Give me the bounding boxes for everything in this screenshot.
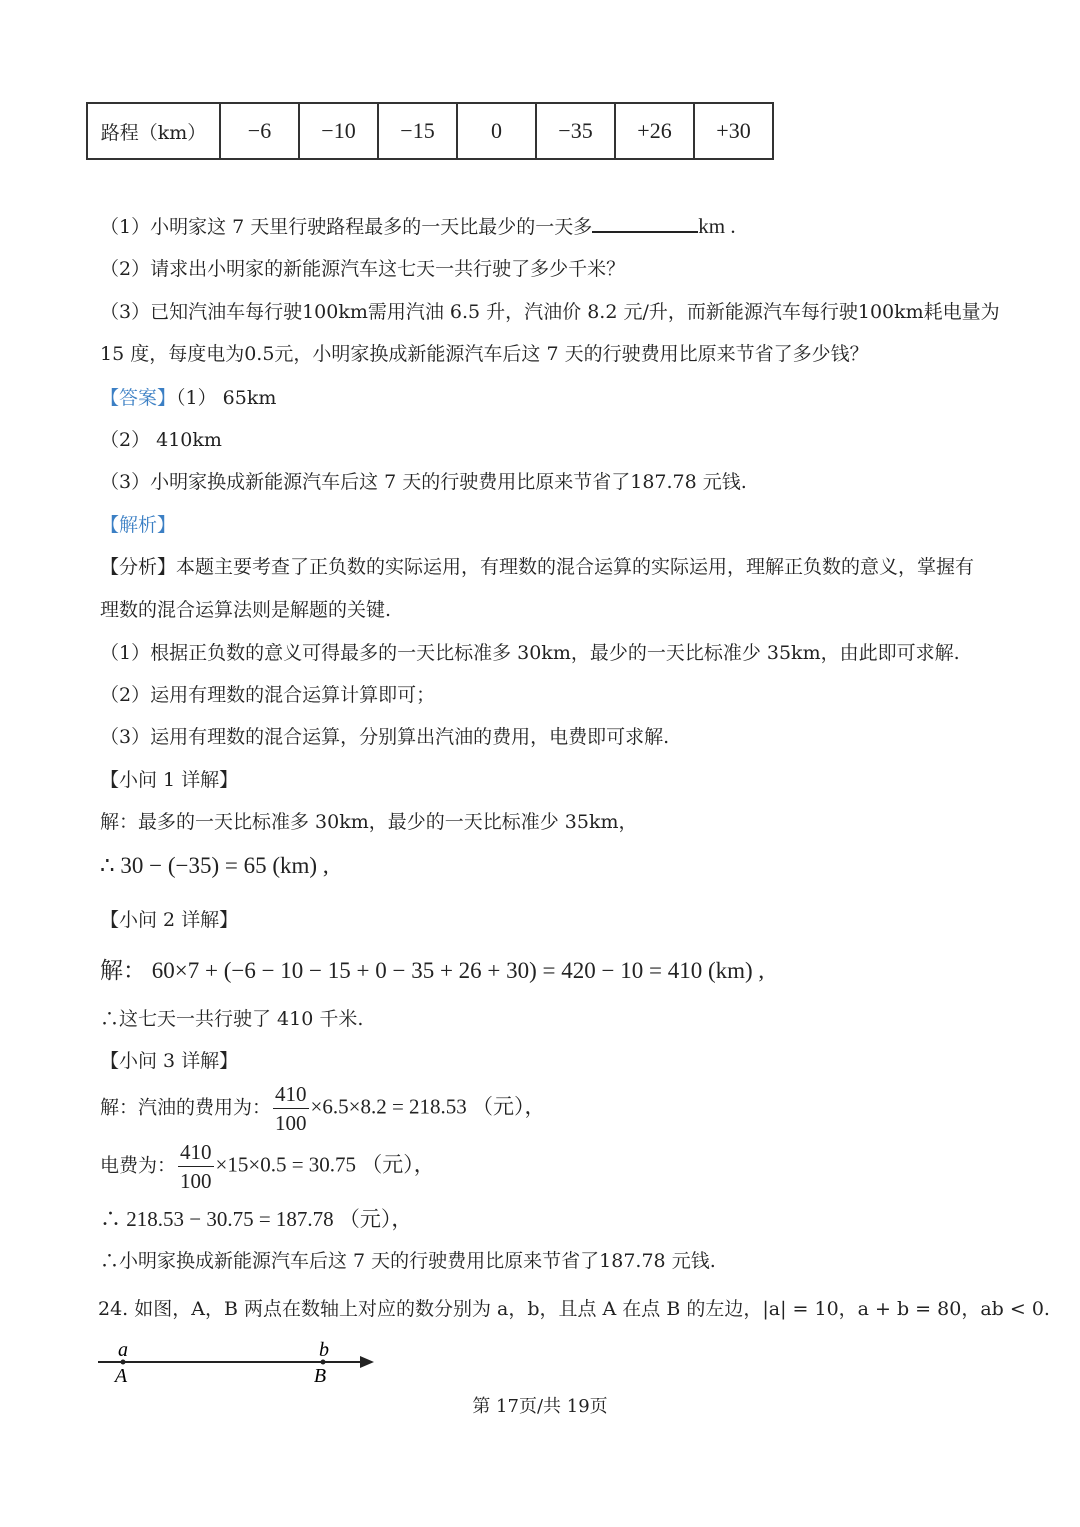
question-1-text: （1）小明家这 7 天里行驶路程最多的一天比最少的一天多	[100, 216, 593, 238]
analysis-point-1: （1）根据正负数的意义可得最多的一天比标准多 30km，最少的一天比标准少 35km，由此即可求解.	[100, 642, 960, 664]
question-3-line-2: 15 度，每度电为0.5元，小明家换成新能源汽车后这 7 天的行驶费用比原来节省了多少钱？	[100, 343, 869, 365]
table-cell: +26	[615, 103, 694, 159]
table-header-cell: 路程（km）	[87, 103, 220, 159]
detail-2-equation: 解： 60×7 + (−6 − 10 − 15 + 0 − 35 + 26 + 30) = 420 − 10 = 410 (km) ,	[100, 958, 765, 983]
number-line-arrow-icon	[360, 1356, 374, 1368]
analysis-tag: 【解析】	[100, 514, 177, 536]
answer-blank	[592, 213, 698, 233]
table-cell: +30	[694, 103, 773, 159]
answer-line-1	[100, 383, 276, 410]
electric-cost-label: 电费为：	[100, 1154, 177, 1177]
answer-3: （3）小明家换成新能源汽车后这 7 天的行驶费用比原来节省了187.78 元钱.	[100, 471, 747, 493]
question-3-line-1: （3）已知汽油车每行驶100km需用汽油 6.5 升，汽油价 8.2 元/升，而新能源汽车每行驶100km耗电量为	[100, 301, 1000, 323]
answer-1: （1） 65km	[176, 387, 277, 409]
detail-2-title: 【小问 2 详解】	[100, 909, 239, 931]
table-row	[87, 103, 773, 159]
question-1-unit: km .	[698, 214, 736, 238]
fraction-denominator: 100	[180, 1169, 212, 1193]
label-b: b	[319, 1339, 329, 1361]
gas-cost-rest: ×6.5×8.2 = 218.53 （元），	[310, 1094, 546, 1119]
analysis-line-2: 理数的混合运算法则是解题的关键.	[100, 599, 392, 621]
fraction-denominator: 100	[275, 1111, 307, 1135]
table-cell: −10	[299, 103, 378, 159]
detail-3-conclusion: ∴小明家换成新能源汽车后这 7 天的行驶费用比原来节省了187.78 元钱.	[100, 1250, 716, 1272]
analysis-point-2: （2）运用有理数的混合运算计算即可；	[100, 684, 436, 706]
gas-cost-label: 解：汽油的费用为：	[100, 1096, 272, 1119]
answer-2: （2） 410km	[100, 429, 222, 451]
detail-1-line: 解：最多的一天比标准多 30km，最少的一天比标准少 35km，	[100, 811, 638, 833]
detail-3-difference: ∴ 218.53 − 30.75 = 187.78 （元），	[100, 1207, 413, 1231]
label-B: B	[313, 1365, 327, 1387]
fraction-numerator: 410	[273, 1080, 309, 1109]
detail-1-equation: ∴ 30 − (−35) = 65 (km) ,	[100, 853, 329, 878]
distance-table	[86, 102, 774, 160]
fraction-numerator: 410	[178, 1138, 214, 1167]
gas-fraction	[273, 1080, 309, 1137]
question-1	[100, 212, 736, 239]
table-cell: −15	[378, 103, 457, 159]
analysis-line-1: 【分析】本题主要考查了正负数的实际运用，有理数的混合运算的实际运用，理解正负数的意义，掌握有	[100, 556, 975, 578]
detail-3-electric-cost	[100, 1138, 435, 1195]
detail-1-title: 【小问 1 详解】	[100, 769, 239, 791]
detail-2-conclusion: ∴这七天一共行驶了 410 千米.	[100, 1008, 364, 1030]
electric-cost-rest: ×15×0.5 = 30.75 （元），	[215, 1152, 435, 1177]
number-line	[90, 1336, 390, 1392]
detail-3-title: 【小问 3 详解】	[100, 1050, 239, 1072]
detail-3-gas-cost	[100, 1080, 546, 1137]
electric-fraction	[178, 1138, 214, 1195]
analysis-point-3: （3）运用有理数的混合运算，分别算出汽油的费用，电费即可求解.	[100, 726, 670, 748]
label-a: a	[118, 1339, 128, 1361]
table-cell: −35	[536, 103, 615, 159]
table-cell: −6	[220, 103, 299, 159]
question-24: 24. 如图，A，B 两点在数轴上对应的数分别为 a，b，且点 A 在点 B 的左边，|a| = 10，a + b = 80，ab < 0.	[98, 1298, 1050, 1320]
question-2: （2）请求出小明家的新能源汽车这七天一共行驶了多少千米？	[100, 258, 626, 280]
answer-tag: 【答案】	[100, 387, 177, 409]
page-footer: 第 17页/共 19页	[472, 1396, 608, 1417]
table-cell: 0	[457, 103, 536, 159]
label-A: A	[114, 1365, 128, 1387]
